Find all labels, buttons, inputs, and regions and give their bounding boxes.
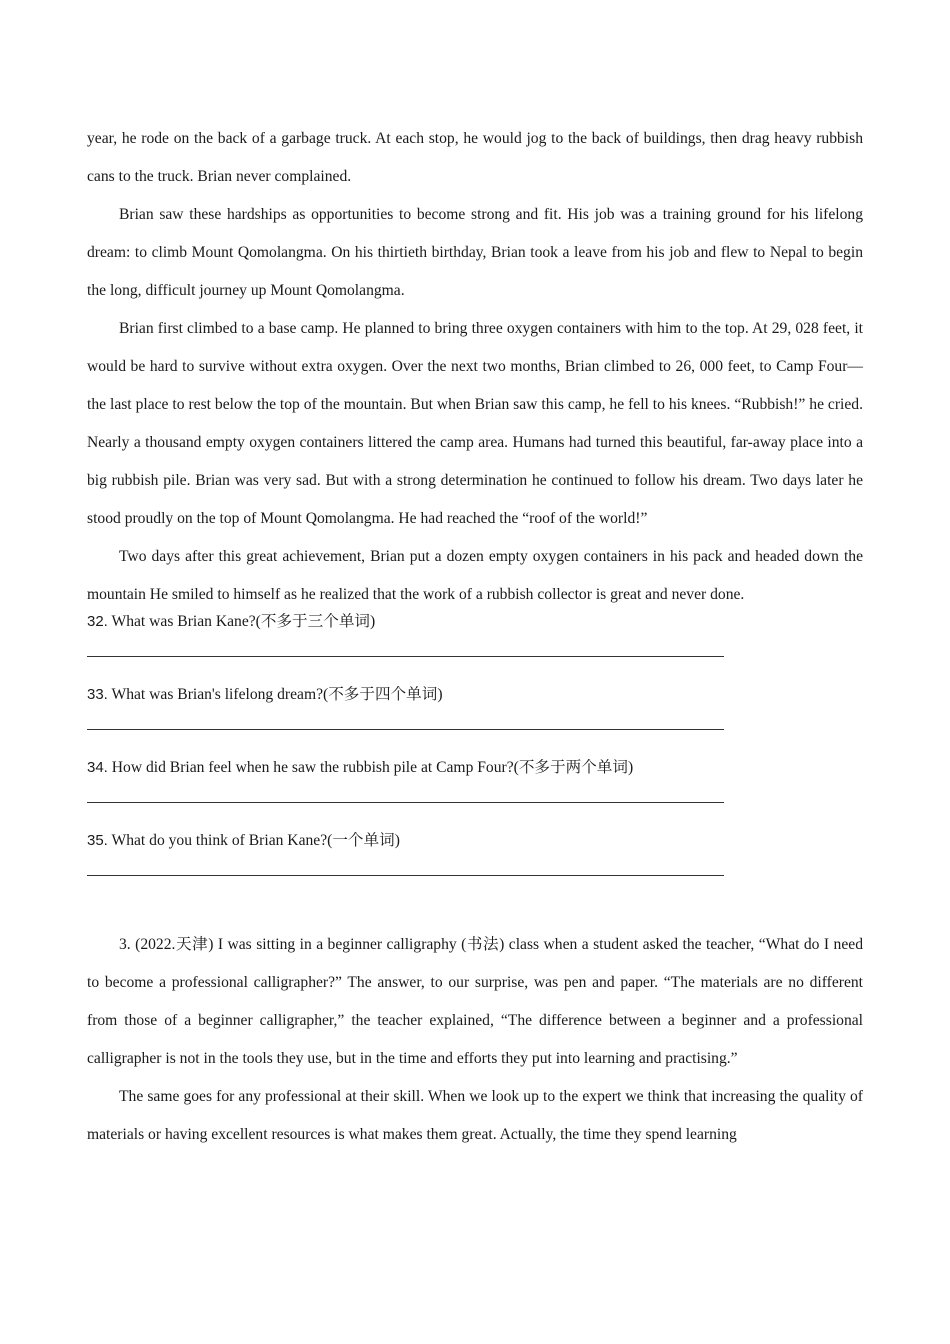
passage-continued (87, 120, 863, 614)
question-number: 34. (87, 759, 108, 776)
question-text (87, 757, 863, 779)
passage-3-paragraph-1: 3. (2022.天津) I was sitting in a beginner calligraphy (书法) class when a student asked the teacher, “What do I need to become a professional calligrapher?” The answer, to our surprise, was pen and paper. “The materials are no different from those of a beginner calligrapher,” the teacher explained, “The difference between a beginner and a professional calligrapher is not in the tools they use, but in the time and efforts they put into learning and practising.” (87, 936, 863, 1067)
answer-line[interactable] (87, 875, 724, 876)
passage-3 (87, 926, 863, 1154)
question-prompt: What was Brian's lifelong dream?(不多于四个单词) (107, 686, 443, 703)
question-item-32 (87, 611, 863, 657)
question-text (87, 684, 863, 706)
passage-paragraph-1: year, he rode on the back of a garbage truck. At each stop, he would jog to the back of buildings, then drag heavy rubbish cans to the truck. Brian never complained. (87, 130, 863, 185)
question-number: 33. (87, 686, 108, 703)
question-text (87, 611, 863, 633)
question-text (87, 830, 863, 852)
passage-paragraph-4: Two days after this great achievement, Brian put a dozen empty oxygen containers in his pack and headed down the mountain He smiled to himself as he realized that the work of a rubbish collector is great and never done. (87, 548, 863, 603)
document-page (87, 120, 863, 1154)
question-number: 32. (87, 613, 108, 630)
answer-line[interactable] (87, 802, 724, 803)
passage-paragraph-3: Brian first climbed to a base camp. He planned to bring three oxygen containers with him to the top. At 29, 028 feet, it would be hard to survive without extra oxygen. Over the next two months, Brian climbed to 26, 000 feet, to Camp Four—the last place to rest below the top of the mountain. But when Brian saw this camp, he fell to his knees. “Rubbish!” he cried. Nearly a thousand empty oxygen containers littered the camp area. Humans had turned this beautiful, far-away place into a big rubbish pile. Brian was very sad. But with a strong determination he continued to follow his dream. Two days later he stood proudly on the top of Mount Qomolangma. He had reached the “roof of the world!” (87, 320, 863, 527)
question-prompt: How did Brian feel when he saw the rubbish pile at Camp Four?(不多于两个单词) (107, 759, 634, 776)
question-item-34 (87, 757, 863, 803)
question-item-33 (87, 684, 863, 730)
question-prompt: What was Brian Kane?(不多于三个单词) (107, 613, 376, 630)
passage-3-paragraph-2: The same goes for any professional at their skill. When we look up to the expert we think that increasing the quality of materials or having excellent resources is what makes them great. Actually, the time they spend learning (87, 1088, 863, 1143)
passage-paragraph-2: Brian saw these hardships as opportunities to become strong and fit. His job was a training ground for his lifelong dream: to climb Mount Qomolangma. On his thirtieth birthday, Brian took a leave from his job and flew to Nepal to begin the long, difficult journey up Mount Qomolangma. (87, 206, 863, 299)
answer-line[interactable] (87, 656, 724, 657)
question-list (87, 611, 863, 876)
section-spacer (87, 903, 863, 926)
question-item-35 (87, 830, 863, 876)
question-number: 35. (87, 832, 108, 849)
question-prompt: What do you think of Brian Kane?(一个单词) (107, 832, 400, 849)
answer-line[interactable] (87, 729, 724, 730)
